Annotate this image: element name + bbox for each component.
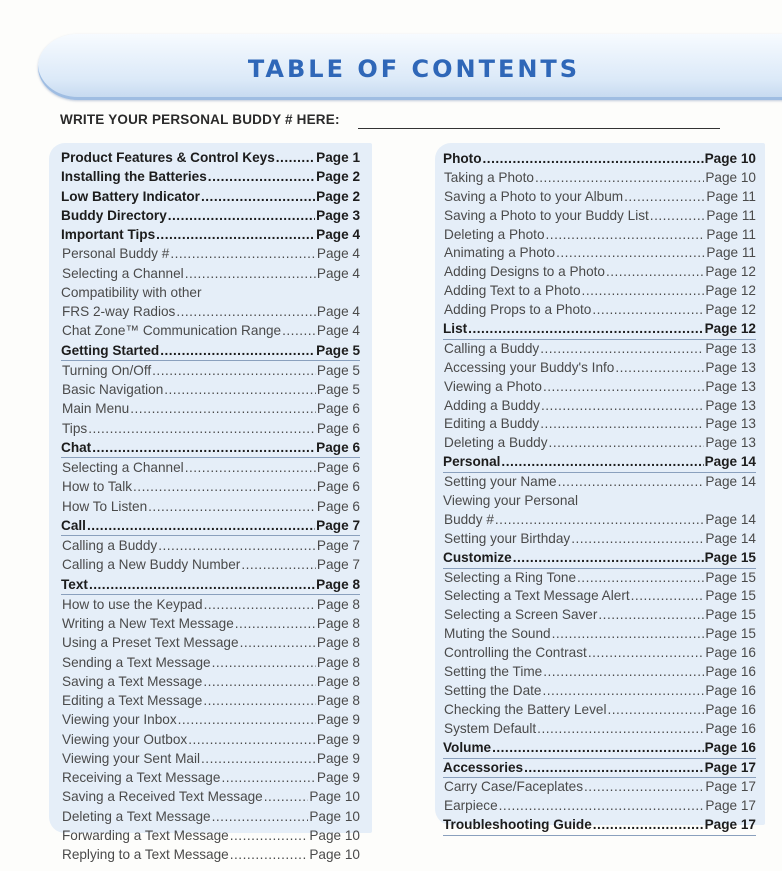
toc-dot-leader bbox=[133, 477, 316, 496]
toc-dot-leader bbox=[607, 701, 704, 720]
toc-page-number: Page 16 bbox=[705, 645, 756, 661]
toc-dot-leader bbox=[543, 663, 704, 682]
toc-entry-title: Receiving a Text Message bbox=[62, 770, 221, 785]
toc-entry-title: How to use the Keypad bbox=[62, 596, 203, 612]
toc-dot-leader bbox=[212, 807, 309, 826]
toc-entry-title: Sending a Text Message bbox=[62, 654, 211, 670]
toc-subentry bbox=[443, 169, 756, 188]
toc-section-entry bbox=[61, 516, 360, 536]
toc-dot-leader bbox=[540, 340, 704, 359]
toc-entry-title: Photo bbox=[443, 151, 482, 166]
toc-entry-title: Checking the Battery Level bbox=[444, 701, 607, 717]
toc-section-entry bbox=[443, 150, 756, 169]
toc-section-entry bbox=[443, 759, 756, 779]
toc-dot-leader bbox=[552, 625, 705, 644]
toc-entry-title: Selecting a Ring Tone bbox=[444, 569, 577, 585]
toc-entry-title: Personal Buddy # bbox=[62, 246, 170, 262]
toc-page-number: Page 8 bbox=[316, 673, 360, 689]
toc-dot-leader bbox=[148, 497, 316, 516]
toc-page-number: Page 6 bbox=[316, 401, 360, 417]
toc-page-number: Page 5 bbox=[316, 362, 360, 378]
toc-page-number: Page 8 bbox=[316, 654, 360, 670]
toc-dot-leader bbox=[492, 739, 704, 758]
toc-entry-title: Muting the Sound bbox=[444, 626, 551, 642]
toc-subentry bbox=[443, 797, 756, 816]
toc-page-number: Page 13 bbox=[705, 435, 756, 451]
toc-dot-leader bbox=[178, 710, 316, 729]
toc-page-number: Page 17 bbox=[704, 759, 756, 775]
toc-dot-leader bbox=[501, 453, 703, 472]
toc-subentry bbox=[61, 826, 360, 845]
toc-entry-title: Buddy Directory bbox=[61, 207, 167, 223]
toc-page-number: Page 13 bbox=[705, 340, 756, 356]
toc-entry-title: Setting your Name bbox=[444, 474, 557, 490]
toc-page-number: Page 9 bbox=[316, 770, 360, 785]
toc-subentry bbox=[443, 606, 756, 625]
toc-dot-leader bbox=[170, 244, 316, 263]
toc-dot-leader bbox=[577, 569, 704, 588]
toc-dot-leader bbox=[235, 614, 316, 633]
toc-section-entry bbox=[443, 320, 756, 340]
title-banner bbox=[38, 34, 782, 100]
toc-page-number: Page 2 bbox=[316, 188, 360, 204]
toc-page-number: Page 9 bbox=[316, 712, 360, 728]
toc-subentry bbox=[443, 701, 756, 720]
toc-page-number: Page 15 bbox=[705, 569, 756, 585]
toc-page-number: Page 7 bbox=[316, 517, 360, 533]
toc-dot-leader bbox=[185, 264, 316, 283]
toc-entry-title: Animating a Photo bbox=[444, 245, 556, 261]
toc-dot-leader bbox=[92, 438, 315, 457]
toc-page-number: Page 9 bbox=[316, 731, 360, 747]
toc-entry-title: Selecting a Screen Saver bbox=[444, 607, 598, 623]
toc-dot-leader bbox=[188, 730, 316, 749]
toc-entry-title: Setting your Birthday bbox=[444, 530, 571, 546]
toc-subentry bbox=[61, 768, 360, 787]
toc-page-number: Page 11 bbox=[706, 188, 756, 204]
toc-entry-title: Taking a Photo bbox=[444, 169, 534, 185]
toc-left-column bbox=[61, 148, 360, 864]
toc-subentry bbox=[443, 340, 756, 359]
toc-dot-leader bbox=[168, 206, 315, 225]
toc-page-number: Page 14 bbox=[704, 454, 756, 470]
toc-entry-title: Calling a New Buddy Number bbox=[62, 557, 241, 573]
toc-dot-leader bbox=[650, 207, 706, 226]
toc-entry-title: Product Features & Control Keys bbox=[61, 150, 275, 165]
toc-entry-continuation bbox=[443, 492, 756, 511]
toc-page-number: Page 5 bbox=[316, 382, 360, 397]
toc-page-number: Page 13 bbox=[705, 397, 756, 413]
toc-page-number: Page 1 bbox=[316, 150, 360, 165]
toc-page-number: Page 6 bbox=[316, 420, 360, 436]
toc-page-number: Page 15 bbox=[705, 588, 756, 604]
toc-entry-title: Viewing your Sent Mail bbox=[62, 750, 201, 766]
toc-entry-title: Deleting a Text Message bbox=[62, 808, 211, 824]
toc-section-entry bbox=[61, 206, 360, 225]
toc-entry-title: Personal bbox=[443, 454, 501, 470]
toc-subentry bbox=[443, 644, 756, 663]
toc-dot-leader bbox=[524, 759, 704, 778]
toc-page-number: Page 17 bbox=[705, 779, 756, 795]
toc-entry-title: Carry Case/Faceplates bbox=[444, 779, 584, 795]
toc-page-number: Page 10 bbox=[309, 827, 360, 843]
toc-page-number: Page 10 bbox=[704, 151, 756, 166]
toc-entry-title: Selecting a Channel bbox=[62, 460, 184, 475]
toc-entry-title: Accessing your Buddy's Info bbox=[444, 359, 615, 375]
toc-section-entry bbox=[443, 453, 756, 473]
toc-entry-title: Chat Zone™ Communication Range bbox=[62, 323, 282, 339]
toc-page-number: Page 15 bbox=[705, 607, 756, 623]
toc-section-entry bbox=[61, 167, 360, 186]
toc-entry-title: Selecting a Text Message Alert bbox=[444, 588, 630, 604]
toc-dot-leader bbox=[598, 606, 704, 625]
toc-page-number: Page 6 bbox=[316, 460, 360, 475]
toc-page-number: Page 12 bbox=[705, 264, 756, 280]
toc-dot-leader bbox=[541, 397, 704, 416]
toc-page-number: Page 6 bbox=[316, 498, 360, 514]
toc-subentry bbox=[61, 710, 360, 729]
toc-entry-title: Setting the Time bbox=[444, 664, 543, 680]
toc-dot-leader bbox=[549, 434, 705, 453]
toc-dot-leader bbox=[584, 778, 704, 797]
toc-page-number: Page 7 bbox=[316, 538, 360, 553]
toc-dot-leader bbox=[483, 150, 704, 169]
toc-entry-title: Compatibility with other bbox=[61, 284, 202, 300]
toc-page-number: Page 8 bbox=[316, 596, 360, 612]
toc-entry-title: Using a Preset Text Message bbox=[62, 635, 239, 651]
toc-page-number: Page 7 bbox=[316, 557, 360, 573]
toc-entry-title: Viewing your Personal bbox=[443, 493, 579, 509]
toc-entry-title: Turning On/Off bbox=[62, 362, 152, 378]
toc-entry-title: Call bbox=[61, 517, 86, 533]
toc-page-number: Page 12 bbox=[705, 283, 756, 299]
toc-dot-leader bbox=[164, 380, 316, 399]
toc-page-number: Page 11 bbox=[706, 207, 756, 223]
toc-entry-title: List bbox=[443, 321, 468, 337]
toc-section-entry bbox=[61, 225, 360, 244]
toc-page-number: Page 14 bbox=[705, 511, 756, 527]
toc-subentry bbox=[61, 614, 360, 633]
toc-dot-leader bbox=[87, 516, 315, 535]
toc-dot-leader bbox=[230, 826, 309, 845]
toc-dot-leader bbox=[535, 169, 704, 188]
toc-subentry bbox=[61, 497, 360, 516]
toc-entry-title: Calling a Buddy bbox=[62, 538, 158, 553]
toc-subentry bbox=[443, 569, 756, 588]
toc-page-number: Page 16 bbox=[704, 739, 756, 755]
toc-page-number: Page 10 bbox=[705, 169, 756, 185]
toc-entry-title: Text bbox=[61, 576, 88, 592]
toc-dot-leader bbox=[546, 226, 706, 245]
buddy-number-label: WRITE YOUR PERSONAL BUDDY # HERE: bbox=[60, 112, 340, 127]
toc-entry-title: Buddy # bbox=[444, 511, 494, 527]
toc-dot-leader bbox=[540, 415, 704, 434]
toc-page-number: Page 4 bbox=[316, 246, 360, 262]
toc-dot-leader bbox=[276, 148, 315, 167]
toc-subentry bbox=[443, 778, 756, 797]
toc-dot-leader bbox=[203, 672, 316, 691]
toc-entry-continuation bbox=[61, 283, 360, 302]
toc-page-number: Page 11 bbox=[706, 245, 756, 261]
toc-page-number: Page 4 bbox=[316, 265, 360, 281]
toc-page-number: Page 15 bbox=[705, 626, 756, 642]
toc-subentry bbox=[443, 511, 756, 530]
toc-entry-title: How To Listen bbox=[62, 498, 148, 514]
toc-subentry bbox=[443, 301, 756, 320]
toc-page-number: Page 5 bbox=[316, 342, 360, 358]
toc-subentry bbox=[443, 530, 756, 549]
toc-entry-title: Troubleshooting Guide bbox=[443, 817, 592, 833]
toc-page-number: Page 17 bbox=[705, 798, 756, 814]
toc-page-number: Page 4 bbox=[316, 323, 360, 339]
toc-dot-leader bbox=[241, 555, 316, 574]
toc-section-entry bbox=[443, 816, 756, 836]
toc-subentry bbox=[443, 434, 756, 453]
toc-entry-title: Getting Started bbox=[61, 342, 160, 358]
toc-page-number: Page 6 bbox=[316, 479, 360, 495]
toc-entry-title: Viewing your Outbox bbox=[62, 731, 188, 747]
toc-page-number: Page 8 bbox=[316, 616, 360, 631]
toc-dot-leader bbox=[176, 302, 316, 321]
toc-page-number: Page 13 bbox=[705, 378, 756, 394]
toc-section-entry bbox=[61, 341, 360, 361]
toc-entry-title: Viewing a Photo bbox=[444, 378, 542, 394]
toc-dot-leader bbox=[282, 321, 316, 340]
toc-section-entry bbox=[61, 148, 360, 167]
toc-entry-title: Basic Navigation bbox=[62, 382, 164, 397]
toc-page-number: Page 3 bbox=[316, 207, 360, 223]
toc-entry-title: Setting the Date bbox=[444, 682, 542, 698]
toc-dot-leader bbox=[130, 399, 316, 418]
toc-subentry bbox=[61, 380, 360, 399]
toc-entry-title: Earpiece bbox=[444, 798, 498, 814]
toc-subentry bbox=[61, 633, 360, 652]
toc-page-number: Page 8 bbox=[316, 693, 360, 708]
toc-section-entry bbox=[443, 549, 756, 569]
toc-subentry bbox=[443, 263, 756, 282]
toc-subentry bbox=[443, 720, 756, 739]
toc-subentry bbox=[61, 264, 360, 283]
toc-subentry bbox=[61, 477, 360, 496]
toc-subentry bbox=[443, 625, 756, 644]
toc-subentry bbox=[443, 587, 756, 606]
toc-section-entry bbox=[61, 438, 360, 458]
toc-subentry bbox=[61, 321, 360, 340]
toc-subentry bbox=[443, 473, 756, 492]
toc-dot-leader bbox=[158, 536, 316, 555]
toc-entry-title: Adding Text to a Photo bbox=[444, 283, 581, 299]
toc-dot-leader bbox=[468, 320, 703, 339]
toc-dot-leader bbox=[208, 167, 315, 186]
toc-entry-title: Saving a Text Message bbox=[62, 673, 203, 689]
buddy-number-prompt bbox=[60, 112, 720, 132]
toc-page-number: Page 4 bbox=[316, 227, 360, 242]
toc-subentry bbox=[61, 399, 360, 418]
toc-subentry bbox=[443, 226, 756, 245]
toc-dot-leader bbox=[558, 473, 705, 492]
toc-dot-leader bbox=[204, 595, 316, 614]
toc-entry-title: Volume bbox=[443, 739, 492, 755]
toc-entry-title: How to Talk bbox=[62, 479, 133, 495]
toc-subentry bbox=[61, 536, 360, 555]
toc-dot-leader bbox=[212, 653, 316, 672]
toc-dot-leader bbox=[513, 549, 704, 568]
toc-entry-title: Adding a Buddy bbox=[444, 397, 540, 413]
toc-entry-title: Deleting a Buddy bbox=[444, 435, 548, 451]
toc-page-number: Page 4 bbox=[316, 304, 360, 319]
toc-page-number: Page 17 bbox=[704, 817, 756, 833]
toc-dot-leader bbox=[582, 282, 705, 301]
toc-page-number: Page 15 bbox=[704, 549, 756, 565]
toc-subentry bbox=[61, 595, 360, 614]
toc-subentry bbox=[61, 787, 360, 806]
toc-subentry bbox=[61, 749, 360, 768]
toc-subentry bbox=[443, 282, 756, 301]
toc-section-entry bbox=[61, 575, 360, 595]
toc-entry-title: Editing a Text Message bbox=[62, 693, 203, 708]
toc-subentry bbox=[443, 663, 756, 682]
toc-page-number: Page 10 bbox=[309, 808, 360, 824]
toc-dot-leader bbox=[152, 361, 316, 380]
toc-dot-leader bbox=[593, 816, 704, 835]
toc-dot-leader bbox=[156, 225, 315, 244]
toc-entry-title: Installing the Batteries bbox=[61, 169, 207, 185]
toc-entry-title: Deleting a Photo bbox=[444, 226, 545, 242]
toc-dot-leader bbox=[592, 301, 704, 320]
toc-dot-leader bbox=[88, 419, 316, 438]
toc-page-number: Page 12 bbox=[705, 302, 756, 318]
toc-entry-title: Low Battery Indicator bbox=[61, 188, 200, 204]
toc-dot-leader bbox=[201, 749, 316, 768]
toc-entry-title: Writing a New Text Message bbox=[62, 616, 234, 631]
toc-subentry bbox=[443, 359, 756, 378]
toc-page-number: Page 13 bbox=[705, 359, 756, 375]
toc-subentry bbox=[61, 244, 360, 263]
toc-entry-title: Forwarding a Text Message bbox=[62, 827, 229, 843]
toc-entry-title: Viewing your Inbox bbox=[62, 712, 177, 728]
toc-right-column bbox=[443, 150, 756, 836]
toc-subentry bbox=[61, 302, 360, 321]
toc-subentry bbox=[61, 458, 360, 477]
toc-entry-title: Adding Props to a Photo bbox=[444, 302, 592, 318]
toc-page-number: Page 14 bbox=[705, 530, 756, 546]
toc-page-number: Page 16 bbox=[705, 720, 756, 736]
toc-subentry bbox=[443, 207, 756, 226]
toc-entry-title: Adding Designs to a Photo bbox=[444, 264, 605, 280]
toc-entry-title: Important Tips bbox=[61, 227, 156, 242]
toc-dot-leader bbox=[230, 845, 309, 864]
toc-dot-leader bbox=[615, 359, 704, 378]
toc-page-number: Page 16 bbox=[705, 701, 756, 717]
toc-entry-title: FRS 2-way Radios bbox=[62, 304, 176, 319]
toc-page-number: Page 8 bbox=[316, 576, 360, 592]
toc-page-number: Page 8 bbox=[316, 635, 360, 651]
toc-dot-leader bbox=[543, 682, 705, 701]
toc-dot-leader bbox=[203, 691, 316, 710]
toc-dot-leader bbox=[264, 787, 309, 806]
toc-entry-title: Tips bbox=[62, 420, 88, 436]
toc-page-number: Page 16 bbox=[705, 664, 756, 680]
toc-dot-leader bbox=[537, 720, 704, 739]
toc-entry-title: Saving a Received Text Message bbox=[62, 789, 263, 805]
toc-dot-leader bbox=[624, 188, 705, 207]
toc-page-number: Page 10 bbox=[309, 847, 360, 862]
toc-page-number: Page 6 bbox=[316, 439, 360, 455]
toc-section-entry bbox=[443, 739, 756, 759]
toc-entry-title: Selecting a Channel bbox=[62, 265, 184, 281]
toc-subentry bbox=[61, 419, 360, 438]
toc-subentry bbox=[61, 555, 360, 574]
toc-entry-title: System Default bbox=[444, 720, 537, 736]
toc-dot-leader bbox=[240, 633, 316, 652]
toc-subentry bbox=[61, 730, 360, 749]
toc-dot-leader bbox=[201, 187, 315, 206]
toc-subentry bbox=[61, 845, 360, 864]
page-title: TABLE OF CONTENTS bbox=[247, 55, 581, 83]
toc-entry-title: Saving a Photo to your Album bbox=[444, 188, 624, 204]
toc-subentry bbox=[61, 691, 360, 710]
toc-subentry bbox=[443, 244, 756, 263]
buddy-number-write-line bbox=[358, 128, 720, 129]
toc-entry-title: Chat bbox=[61, 439, 92, 455]
toc-dot-leader bbox=[588, 644, 705, 663]
toc-page-number: Page 12 bbox=[704, 321, 756, 337]
toc-subentry bbox=[443, 682, 756, 701]
toc-section-entry bbox=[61, 187, 360, 206]
toc-entry-title: Controlling the Contrast bbox=[444, 645, 587, 661]
toc-subentry bbox=[443, 378, 756, 397]
toc-subentry bbox=[443, 415, 756, 434]
toc-dot-leader bbox=[606, 263, 704, 282]
toc-dot-leader bbox=[495, 511, 704, 530]
toc-page-number: Page 10 bbox=[309, 789, 360, 805]
toc-entry-title: Editing a Buddy bbox=[444, 416, 540, 432]
toc-dot-leader bbox=[160, 341, 315, 360]
toc-subentry bbox=[61, 807, 360, 826]
toc-dot-leader bbox=[89, 575, 315, 594]
toc-subentry bbox=[443, 397, 756, 416]
toc-dot-leader bbox=[543, 378, 704, 397]
toc-dot-leader bbox=[221, 768, 315, 787]
toc-page-number: Page 11 bbox=[706, 226, 756, 242]
toc-subentry bbox=[61, 361, 360, 380]
toc-entry-title: Saving a Photo to your Buddy List bbox=[444, 207, 649, 223]
toc-subentry bbox=[61, 653, 360, 672]
toc-dot-leader bbox=[571, 530, 704, 549]
toc-entry-title: Accessories bbox=[443, 759, 524, 775]
toc-entry-title: Main Menu bbox=[62, 401, 130, 417]
toc-page-number: Page 13 bbox=[705, 416, 756, 432]
toc-page-number: Page 2 bbox=[316, 169, 360, 185]
toc-entry-title: Customize bbox=[443, 549, 512, 565]
toc-dot-leader bbox=[556, 244, 705, 263]
toc-page-number: Page 16 bbox=[705, 682, 756, 698]
toc-dot-leader bbox=[631, 587, 705, 606]
toc-entry-title: Calling a Buddy bbox=[444, 340, 540, 356]
toc-subentry bbox=[443, 188, 756, 207]
toc-entry-title: Replying to a Text Message bbox=[62, 847, 229, 862]
toc-page-number: Page 9 bbox=[316, 750, 360, 766]
toc-dot-leader bbox=[185, 458, 316, 477]
toc-dot-leader bbox=[499, 797, 705, 816]
toc-subentry bbox=[61, 672, 360, 691]
toc-page-number: Page 14 bbox=[705, 474, 756, 490]
